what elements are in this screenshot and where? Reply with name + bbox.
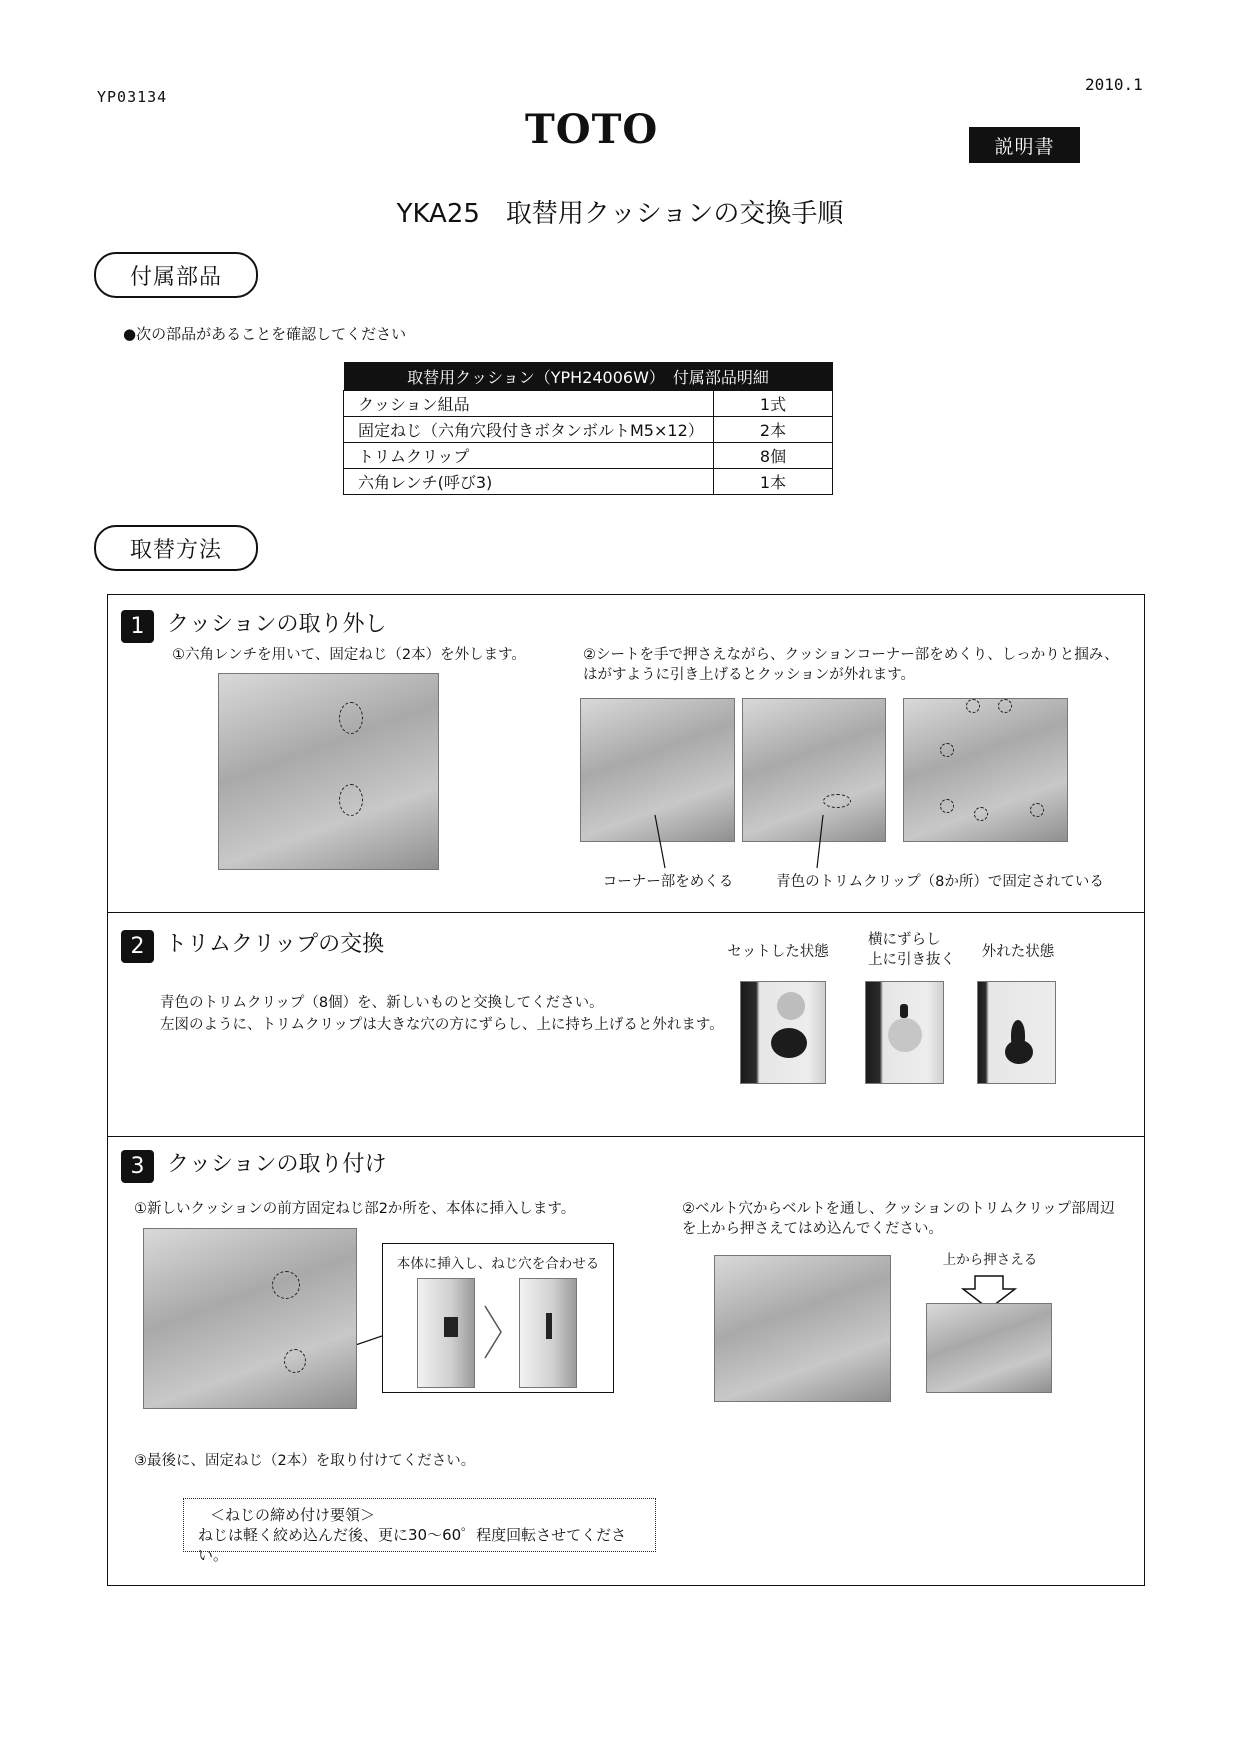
part-qty: 1式	[714, 391, 833, 417]
step-number-2: 2	[121, 930, 154, 963]
step3-instruction-2b: を上から押さえてはめ込んでください。	[682, 1221, 943, 1237]
step3-instruction-1: ①新しいクッションの前方固定ねじ部2か所を、本体に挿入します。	[134, 1201, 576, 1217]
tip-title: ＜ねじの締め付け要領＞	[210, 1506, 376, 1524]
method-section-pill: 取替方法	[94, 525, 258, 571]
step1-instruction-2b: はがすように引き上げるとクッションが外れます。	[583, 667, 916, 683]
step1-instruction-1: ①六角レンチを用いて、固定ねじ（2本）を外します。	[172, 647, 526, 663]
part-name: 固定ねじ（六角穴段付きボタンボルトM5×12）	[344, 417, 714, 443]
document-date: 2010.1	[1085, 75, 1143, 94]
part-qty: 8個	[714, 443, 833, 469]
photo-after-insert	[519, 1278, 577, 1388]
step2-line-1: 青色のトリムクリップ（8個）を、新しいものと交換してください。	[160, 995, 604, 1011]
part-qty: 1本	[714, 469, 833, 495]
brand-logo: TOTO	[525, 106, 659, 153]
step2-heading: トリムクリップの交換	[165, 932, 385, 957]
press-label: 上から押さえる	[942, 1252, 1038, 1268]
highlight-screw-hole	[284, 1349, 306, 1373]
photo-clip-sliding	[865, 981, 944, 1084]
parts-table-title: 取替用クッション（YPH24006W） 付属部品明細	[344, 362, 833, 391]
state-set-label: セットした状態	[727, 944, 829, 960]
callout-label: 本体に挿入し、ねじ穴を合わせる	[396, 1256, 600, 1272]
insert-callout	[382, 1243, 614, 1393]
manual-badge: 説明書	[969, 127, 1080, 163]
photo-before-insert	[417, 1278, 475, 1388]
chevron-right-icon	[483, 1304, 503, 1360]
step3-instruction-3: ③最後に、固定ねじ（2本）を取り付けてください。	[134, 1453, 476, 1469]
part-name: トリムクリップ	[344, 443, 714, 469]
state-slide-label-1: 横にずらし	[868, 932, 941, 948]
photo-press-clip	[926, 1303, 1052, 1393]
step-number-1: 1	[121, 610, 154, 643]
label-corner: コーナー部をめくる	[602, 874, 734, 890]
step1-heading: クッションの取り外し	[167, 612, 387, 637]
part-qty: 2本	[714, 417, 833, 443]
state-removed-label: 外れた状態	[981, 944, 1055, 960]
label-clips: 青色のトリムクリップ（8か所）で固定されている	[776, 874, 1104, 890]
part-name: 六角レンチ(呼び3)	[344, 469, 714, 495]
photo-pass-belt	[714, 1255, 891, 1402]
parts-section-pill: 付属部品	[94, 252, 258, 298]
tightening-tip-box	[183, 1498, 656, 1564]
step-number-3: 3	[121, 1150, 154, 1183]
photo-insert-cushion	[143, 1228, 357, 1409]
step3-heading: クッションの取り付け	[167, 1152, 387, 1177]
step1-instruction-2a: ②シートを手で押さえながら、クッションコーナー部をめくり、しっかりと掴み、	[583, 647, 1119, 663]
photo-clip-removed	[977, 981, 1056, 1084]
photo-clip-set	[740, 981, 826, 1084]
tip-body: ねじは軽く絞め込んだ後、更に30～60゜程度回転させてください。	[198, 1526, 627, 1564]
confirm-note: ●次の部品があることを確認してください	[123, 325, 407, 343]
highlight-screw-hole	[272, 1271, 300, 1299]
step3-instruction-2a: ②ベルト穴からベルトを通し、クッションのトリムクリップ部周辺	[682, 1201, 1115, 1217]
document-code: YP03134	[97, 88, 168, 106]
part-name: クッション組品	[344, 391, 714, 417]
state-slide-label-2: 上に引き抜く	[868, 952, 955, 968]
step2-line-2: 左図のように、トリムクリップは大きな穴の方にずらし、上に持ち上げると外れます。	[160, 1017, 724, 1033]
page-title: YKA25 取替用クッションの交換手順	[396, 199, 844, 229]
